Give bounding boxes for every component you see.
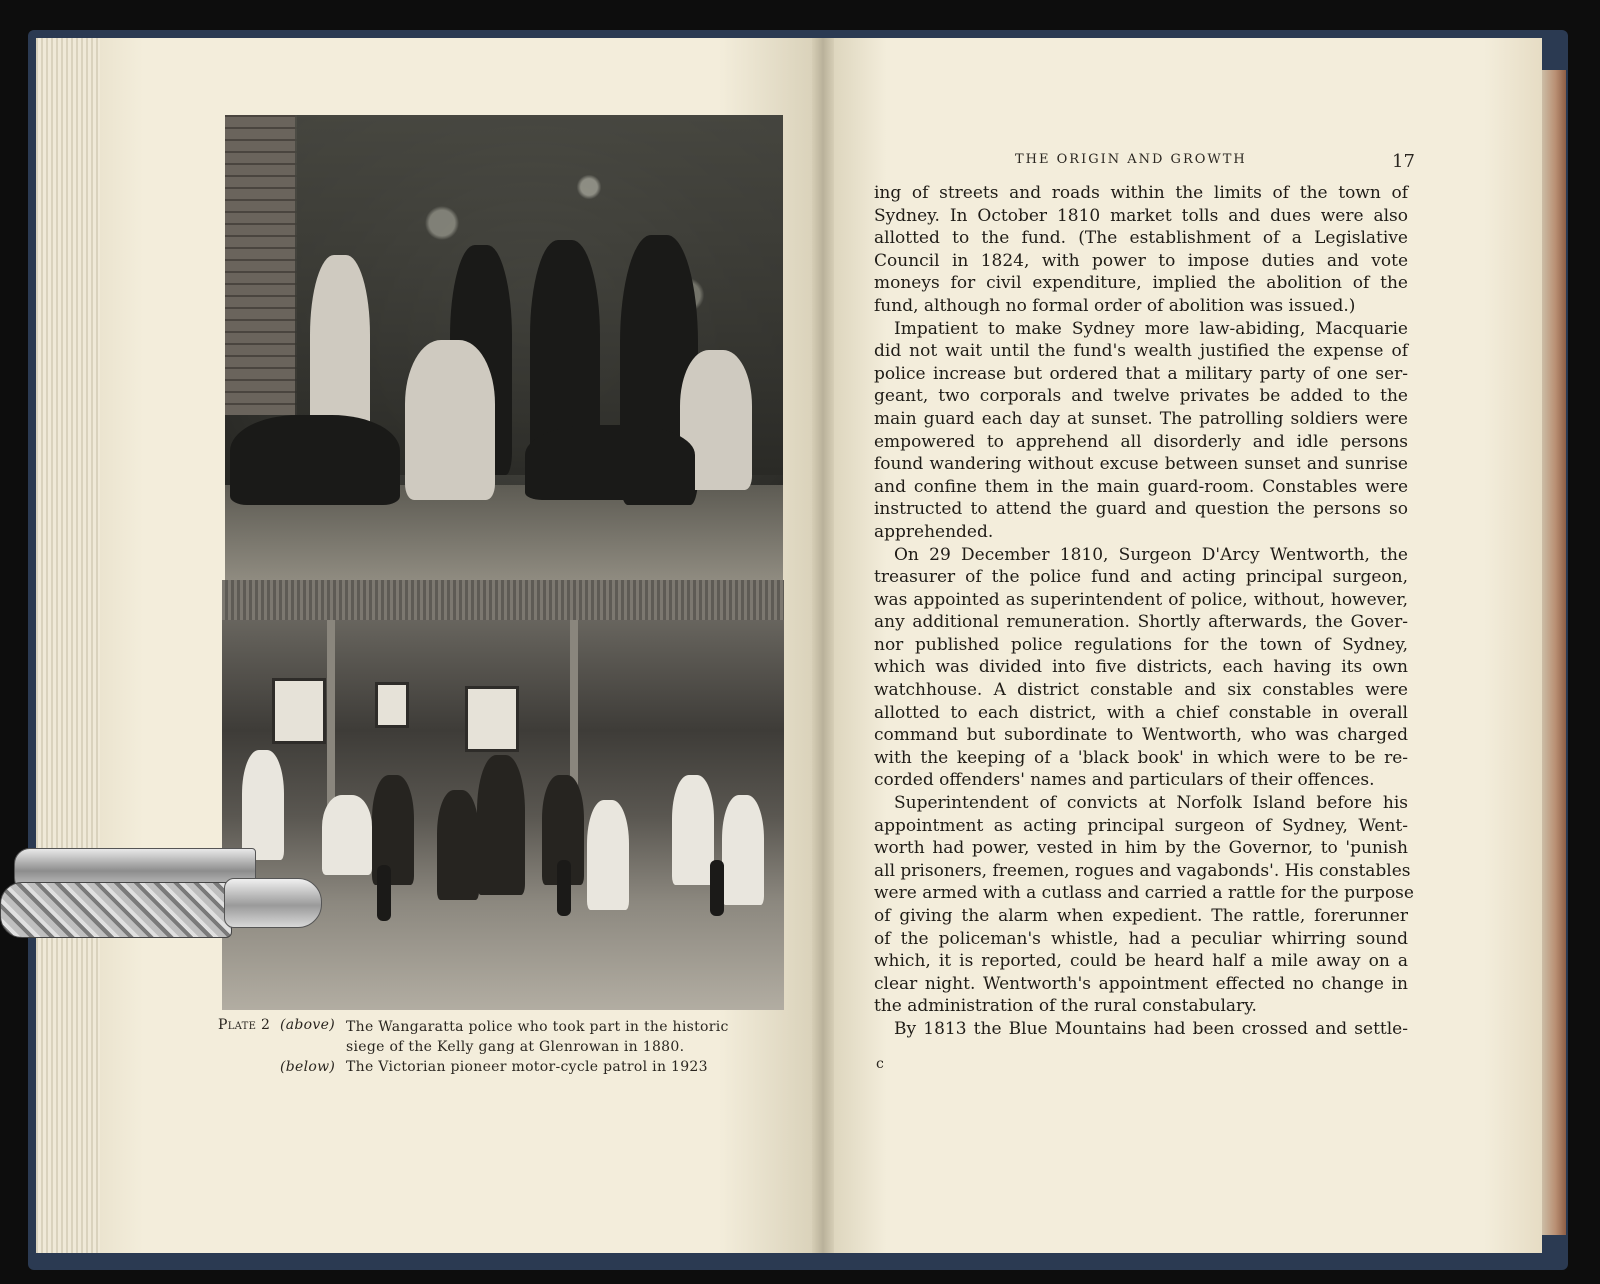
text-line: treasurer of the police fund and acting principal surgeon,	[874, 567, 1408, 588]
text-line: command but subordinate to Wentworth, who was charged	[874, 725, 1408, 746]
text-line: By 1813 the Blue Mountains had been crossed and settle-	[894, 1018, 1408, 1039]
text-line: Council in 1824, with power to impose duties and vote	[874, 250, 1408, 271]
window	[375, 682, 409, 728]
motorcycle-wheel	[557, 860, 571, 916]
running-head: THE ORIGIN AND GROWTH	[1015, 152, 1247, 167]
page-number: 17	[1392, 151, 1415, 172]
text-line: Sydney. In October 1810 market tolls and dues were also	[874, 205, 1408, 226]
window	[465, 686, 519, 752]
body-text	[874, 182, 1414, 1041]
caption-above-label: (above)	[280, 1017, 335, 1033]
text-line: allotted to the fund. (The establishment of a Legislative	[874, 228, 1408, 249]
hand-bookmark-clip	[0, 840, 330, 950]
text-line: Impatient to make Sydney more law-abiding, Macquarie	[894, 318, 1408, 339]
text-line: instructed to attend the guard and question the persons so	[874, 499, 1408, 520]
rider-figure	[672, 775, 714, 885]
brick-wall	[225, 115, 297, 415]
text-line: which, it is reported, could be heard half a mile away on a	[874, 951, 1408, 972]
police-figure	[230, 415, 400, 505]
book-gutter	[812, 38, 834, 1253]
text-line: nor published police regulations for the town of Sydney,	[874, 634, 1408, 655]
photo-wangaratta-police	[225, 115, 783, 580]
text-line: with the keeping of a 'black book' in which were to be re-	[874, 747, 1408, 768]
text-line: Superintendent of convicts at Norfolk Island before his	[894, 793, 1408, 814]
text-line: which was divided into five districts, each having its own	[874, 657, 1408, 678]
text-line: were armed with a cutlass and carried a rattle for the purpose	[874, 883, 1414, 904]
text-line: all prisoners, freemen, rogues and vagabonds'. His constables	[874, 860, 1411, 881]
text-line: appointment as acting principal surgeon of Sydney, Went-	[874, 815, 1408, 836]
motorcycle-wheel	[377, 865, 391, 921]
motorcycle-wheel	[710, 860, 724, 916]
text-line: was appointed as superintendent of police, without, however,	[874, 589, 1408, 610]
text-line: apprehended.	[874, 521, 994, 542]
rider-figure	[722, 795, 764, 905]
text-line: found wandering without excuse between sunset and sunrise	[874, 454, 1408, 475]
text-line: moneys for civil expenditure, implied the abolition of the	[874, 273, 1408, 294]
signature-mark: c	[876, 1056, 884, 1072]
rider-figure	[477, 755, 525, 895]
text-line: clear night. Wentworth's appointment effected no change in	[874, 973, 1408, 994]
caption-below-text: The Victorian pioneer motor-cycle patrol in 1923	[346, 1059, 708, 1075]
police-figure	[405, 340, 495, 500]
caption-above-text: The Wangaratta police who took part in the historic siege of the Kelly gang at Glenrowan in 1880.	[346, 1019, 729, 1055]
verandah-roof	[222, 580, 784, 620]
caption-plate-number: Plate 2	[218, 1017, 271, 1033]
text-line: of the policeman's whistle, had a peculiar whirring sound	[874, 928, 1408, 949]
text-line: allotted to each district, with a chief constable in overall	[874, 702, 1408, 723]
text-line: empowered to apprehend all disorderly and idle persons	[874, 431, 1408, 452]
text-line: corded offenders' names and particulars of their offences.	[874, 770, 1375, 791]
text-line: of giving the alarm when expedient. The rattle, forerunner	[874, 906, 1408, 926]
text-line: main guard each day at sunset. The patrolling soldiers were	[874, 408, 1408, 429]
clip-hand	[224, 878, 322, 928]
text-line: police increase but ordered that a military party of one ser-	[874, 363, 1408, 384]
text-line: the administration of the rural constabulary.	[874, 996, 1257, 1017]
page-edges-right	[1540, 70, 1566, 1235]
police-figure	[525, 425, 695, 500]
rider-figure	[437, 790, 479, 900]
caption-below-label: (below)	[280, 1059, 336, 1075]
text-line: watchhouse. A district constable and six constables were	[874, 680, 1408, 701]
text-line: geant, two corporals and twelve privates be added to the	[874, 386, 1408, 407]
text-line: did not wait until the fund's wealth justified the expense of	[874, 341, 1408, 362]
text-line: fund, although no formal order of abolition was issued.)	[874, 295, 1356, 316]
rider-figure	[587, 800, 629, 910]
text-line: any additional remuneration. Shortly afterwards, the Gover-	[874, 612, 1408, 633]
window	[272, 678, 326, 744]
text-line: worth had power, vested in him by the Governor, to 'punish	[874, 838, 1408, 859]
text-line: ing of streets and roads within the limits of the town of	[874, 183, 1408, 203]
text-line: and confine them in the main guard-room. Constables were	[874, 476, 1408, 497]
text-line: On 29 December 1810, Surgeon D'Arcy Wentworth, the	[894, 544, 1408, 565]
clip-engraved-bar	[0, 882, 232, 938]
